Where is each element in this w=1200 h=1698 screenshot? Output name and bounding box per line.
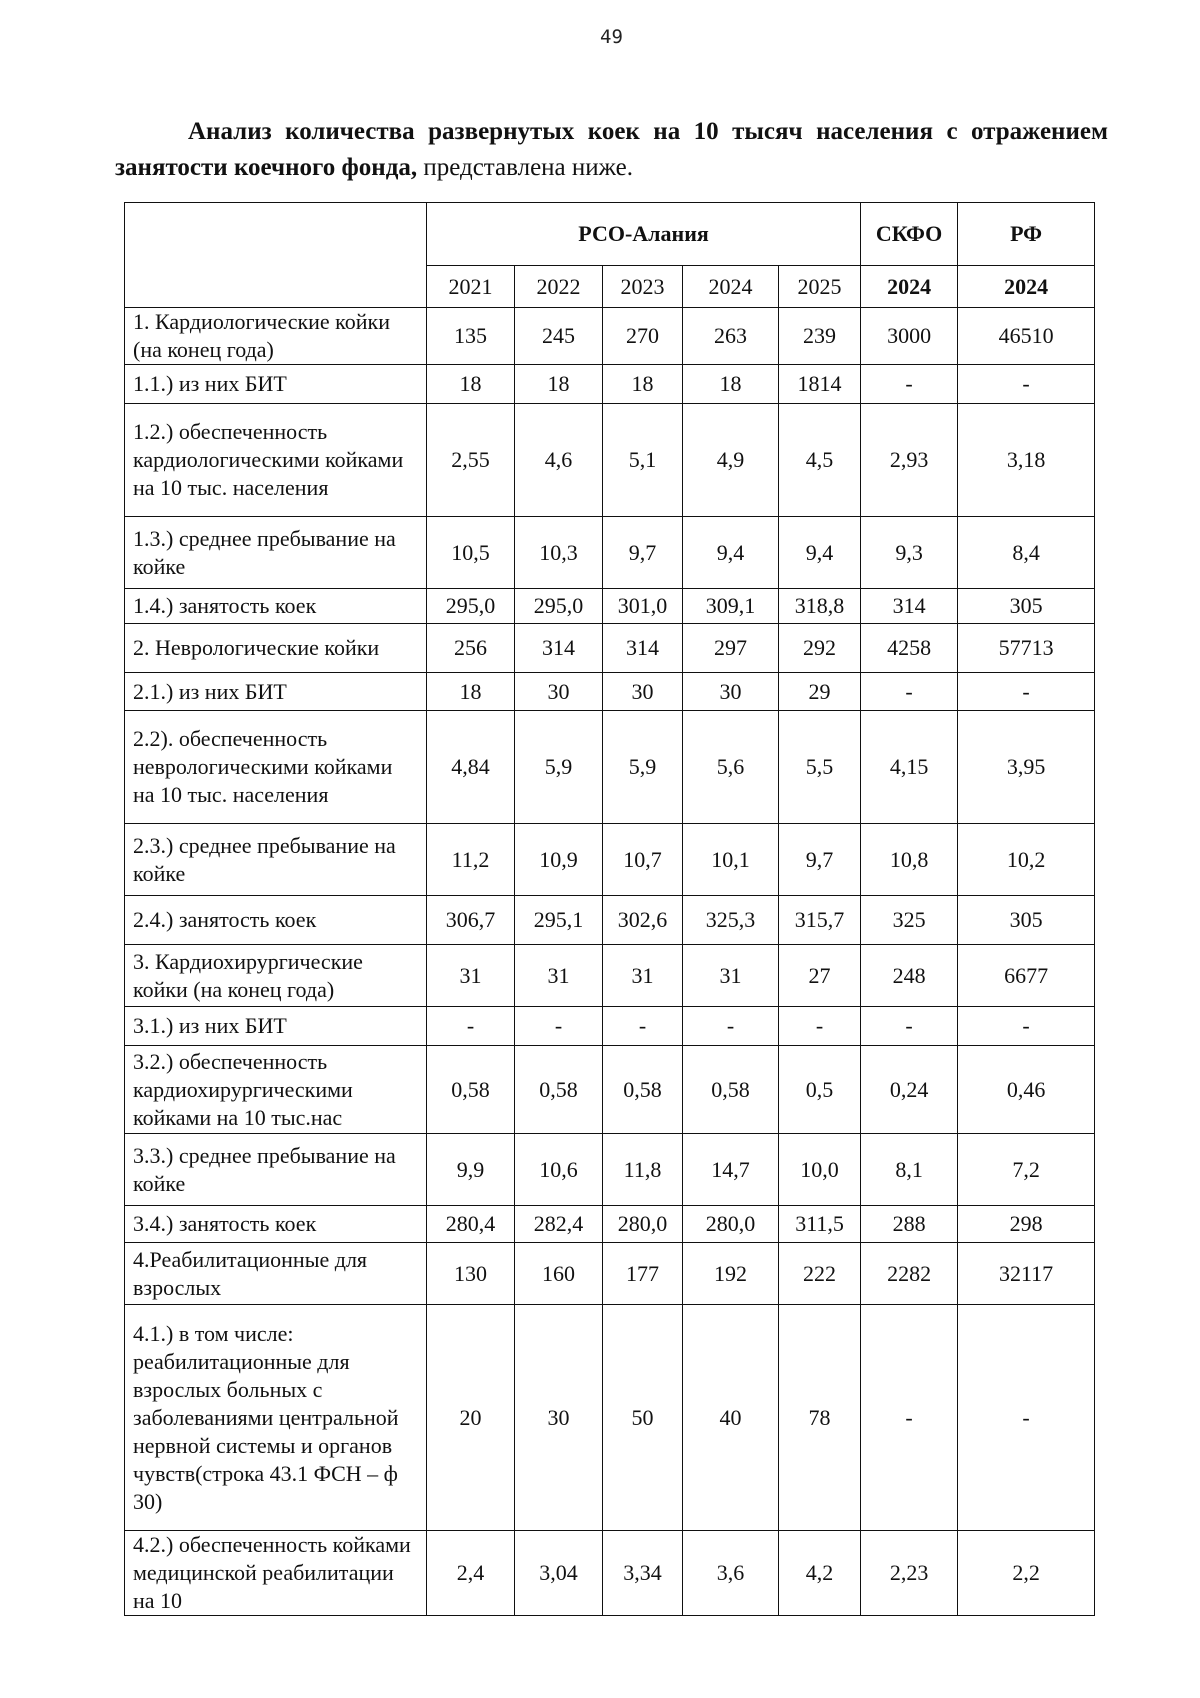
row-label: 3. Кардиохирургические койки (на конец года) — [125, 945, 427, 1007]
value-cell: 245 — [515, 308, 603, 365]
value-cell: 7,2 — [958, 1134, 1095, 1206]
value-cell: 5,9 — [603, 711, 683, 824]
row-label: 4.Реабилитационные для взрослых — [125, 1243, 427, 1305]
row-label: 2.3.) среднее пребывание на койке — [125, 824, 427, 896]
value-cell: - — [861, 673, 958, 711]
value-cell: - — [861, 1007, 958, 1046]
value-cell: 270 — [603, 308, 683, 365]
table-row — [125, 673, 1095, 711]
value-cell: 40 — [683, 1305, 779, 1531]
value-cell: 0,58 — [683, 1046, 779, 1134]
value-cell: - — [515, 1007, 603, 1046]
value-cell: - — [958, 365, 1095, 404]
row-label: 3.4.) занятость коек — [125, 1206, 427, 1243]
value-cell: 10,3 — [515, 517, 603, 589]
value-cell: 3,18 — [958, 404, 1095, 517]
value-cell: 305 — [958, 896, 1095, 945]
value-cell: 263 — [683, 308, 779, 365]
value-cell: 57713 — [958, 624, 1095, 673]
row-label: 2. Неврологические койки — [125, 624, 427, 673]
row-label: 2.4.) занятость коек — [125, 896, 427, 945]
row-label: 1.1.) из них БИТ — [125, 365, 427, 404]
table-row — [125, 1007, 1095, 1046]
value-cell: 4,9 — [683, 404, 779, 517]
table-row — [125, 365, 1095, 404]
value-cell: 6677 — [958, 945, 1095, 1007]
year-cell-skfo: 2024 — [861, 266, 958, 308]
row-label: 2.2). обеспеченность неврологическими койками на 10 тыс. населения — [125, 711, 427, 824]
table-row — [125, 1206, 1095, 1243]
value-cell: 10,9 — [515, 824, 603, 896]
year-cell-rf: 2024 — [958, 266, 1095, 308]
value-cell: 0,46 — [958, 1046, 1095, 1134]
value-cell: 177 — [603, 1243, 683, 1305]
value-cell: 30 — [603, 673, 683, 711]
value-cell: 314 — [603, 624, 683, 673]
value-cell: 10,6 — [515, 1134, 603, 1206]
value-cell: 3000 — [861, 308, 958, 365]
value-cell: 130 — [427, 1243, 515, 1305]
value-cell: 30 — [683, 673, 779, 711]
value-cell: 314 — [515, 624, 603, 673]
value-cell: 0,24 — [861, 1046, 958, 1134]
value-cell: 282,4 — [515, 1206, 603, 1243]
value-cell: 292 — [779, 624, 861, 673]
value-cell: 14,7 — [683, 1134, 779, 1206]
value-cell: 256 — [427, 624, 515, 673]
value-cell: 10,1 — [683, 824, 779, 896]
value-cell: 31 — [427, 945, 515, 1007]
value-cell: 239 — [779, 308, 861, 365]
value-cell: 31 — [603, 945, 683, 1007]
value-cell: 3,95 — [958, 711, 1095, 824]
corner-cell — [125, 203, 427, 308]
value-cell: 18 — [515, 365, 603, 404]
value-cell: 325,3 — [683, 896, 779, 945]
table-row — [125, 1243, 1095, 1305]
table-row — [125, 1305, 1095, 1531]
value-cell: 32117 — [958, 1243, 1095, 1305]
value-cell: 9,7 — [603, 517, 683, 589]
row-label: 1.4.) занятость коек — [125, 589, 427, 624]
value-cell: 4,2 — [779, 1531, 861, 1616]
value-cell: 18 — [427, 673, 515, 711]
value-cell: 325 — [861, 896, 958, 945]
table-row — [125, 404, 1095, 517]
table-row — [125, 517, 1095, 589]
row-label: 1. Кардиологические койки (на конец года) — [125, 308, 427, 365]
header-rso: РСО-Алания — [427, 203, 861, 266]
value-cell: 298 — [958, 1206, 1095, 1243]
value-cell: 78 — [779, 1305, 861, 1531]
value-cell: 10,8 — [861, 824, 958, 896]
row-label: 1.3.) среднее пребывание на койке — [125, 517, 427, 589]
value-cell: 0,58 — [427, 1046, 515, 1134]
value-cell: - — [427, 1007, 515, 1046]
value-cell: - — [779, 1007, 861, 1046]
value-cell: 280,4 — [427, 1206, 515, 1243]
value-cell: 309,1 — [683, 589, 779, 624]
value-cell: 0,5 — [779, 1046, 861, 1134]
value-cell: 9,3 — [861, 517, 958, 589]
value-cell: 4,84 — [427, 711, 515, 824]
value-cell: 280,0 — [603, 1206, 683, 1243]
value-cell: - — [958, 673, 1095, 711]
value-cell: 9,9 — [427, 1134, 515, 1206]
value-cell: 222 — [779, 1243, 861, 1305]
value-cell: 318,8 — [779, 589, 861, 624]
value-cell: 30 — [515, 1305, 603, 1531]
value-cell: 297 — [683, 624, 779, 673]
value-cell: - — [861, 1305, 958, 1531]
table-row — [125, 945, 1095, 1007]
value-cell: 20 — [427, 1305, 515, 1531]
value-cell: 5,6 — [683, 711, 779, 824]
value-cell: 11,2 — [427, 824, 515, 896]
year-cell: 2024 — [683, 266, 779, 308]
group-header-row — [125, 203, 1095, 266]
row-label: 3.3.) среднее пребывание на койке — [125, 1134, 427, 1206]
value-cell: 2282 — [861, 1243, 958, 1305]
table-row — [125, 1046, 1095, 1134]
value-cell: 1814 — [779, 365, 861, 404]
value-cell: 301,0 — [603, 589, 683, 624]
value-cell: 192 — [683, 1243, 779, 1305]
value-cell: 8,1 — [861, 1134, 958, 1206]
value-cell: 2,55 — [427, 404, 515, 517]
value-cell: 305 — [958, 589, 1095, 624]
header-rf: РФ — [958, 203, 1095, 266]
value-cell: 4258 — [861, 624, 958, 673]
value-cell: 18 — [427, 365, 515, 404]
value-cell: 135 — [427, 308, 515, 365]
value-cell: 306,7 — [427, 896, 515, 945]
value-cell: 10,7 — [603, 824, 683, 896]
year-cell: 2023 — [603, 266, 683, 308]
intro-paragraph — [115, 114, 1108, 186]
value-cell: 160 — [515, 1243, 603, 1305]
value-cell: - — [861, 365, 958, 404]
value-cell: 29 — [779, 673, 861, 711]
table-row — [125, 589, 1095, 624]
value-cell: 27 — [779, 945, 861, 1007]
value-cell: 8,4 — [958, 517, 1095, 589]
table-row — [125, 896, 1095, 945]
value-cell: 2,23 — [861, 1531, 958, 1616]
row-label: 3.2.) обеспеченность кардиохирургическими койками на 10 тыс.нас — [125, 1046, 427, 1134]
value-cell: 30 — [515, 673, 603, 711]
value-cell: - — [603, 1007, 683, 1046]
year-cell: 2021 — [427, 266, 515, 308]
row-label: 4.2.) обеспеченность койками медицинской реабилитации на 10 — [125, 1531, 427, 1616]
value-cell: 5,1 — [603, 404, 683, 517]
value-cell: 46510 — [958, 308, 1095, 365]
value-cell: 9,7 — [779, 824, 861, 896]
value-cell: 3,04 — [515, 1531, 603, 1616]
value-cell: 3,6 — [683, 1531, 779, 1616]
value-cell: 9,4 — [779, 517, 861, 589]
value-cell: 2,93 — [861, 404, 958, 517]
value-cell: 311,5 — [779, 1206, 861, 1243]
value-cell: 295,1 — [515, 896, 603, 945]
value-cell: 0,58 — [515, 1046, 603, 1134]
value-cell: - — [958, 1305, 1095, 1531]
value-cell: 5,9 — [515, 711, 603, 824]
value-cell: 315,7 — [779, 896, 861, 945]
table-body — [125, 308, 1095, 1616]
row-label: 2.1.) из них БИТ — [125, 673, 427, 711]
value-cell: 4,15 — [861, 711, 958, 824]
value-cell: - — [683, 1007, 779, 1046]
value-cell: 2,4 — [427, 1531, 515, 1616]
value-cell: 248 — [861, 945, 958, 1007]
beds-table — [124, 202, 1095, 1616]
value-cell: 302,6 — [603, 896, 683, 945]
value-cell: 295,0 — [515, 589, 603, 624]
value-cell: 31 — [515, 945, 603, 1007]
value-cell: 18 — [683, 365, 779, 404]
value-cell: 50 — [603, 1305, 683, 1531]
value-cell: 4,6 — [515, 404, 603, 517]
header-skfo: СКФО — [861, 203, 958, 266]
intro-bold-text: Анализ количества развернутых коек на 10 тысяч населения с отражением занятости коечного фонда, — [115, 118, 1108, 181]
table-row — [125, 711, 1095, 824]
value-cell: 31 — [683, 945, 779, 1007]
value-cell: 10,2 — [958, 824, 1095, 896]
row-label: 1.2.) обеспеченность кардиологическими койками на 10 тыс. населения — [125, 404, 427, 517]
table-row — [125, 824, 1095, 896]
row-label: 4.1.) в том числе: реабилитационные для взрослых больных с заболеваниями центральной нервной системы и органов чувств(строка 43.1 ФСН – ф 30) — [125, 1305, 427, 1531]
value-cell: 10,5 — [427, 517, 515, 589]
table-row — [125, 1134, 1095, 1206]
value-cell: 11,8 — [603, 1134, 683, 1206]
value-cell: 18 — [603, 365, 683, 404]
value-cell: 288 — [861, 1206, 958, 1243]
value-cell: 9,4 — [683, 517, 779, 589]
table-row — [125, 624, 1095, 673]
intro-normal-text: представлена ниже. — [417, 154, 633, 181]
value-cell: 10,0 — [779, 1134, 861, 1206]
page-number: 49 — [600, 26, 623, 48]
value-cell: 2,2 — [958, 1531, 1095, 1616]
table-row — [125, 308, 1095, 365]
row-label: 3.1.) из них БИТ — [125, 1007, 427, 1046]
year-cell: 2025 — [779, 266, 861, 308]
value-cell: - — [958, 1007, 1095, 1046]
table-row — [125, 1531, 1095, 1616]
value-cell: 295,0 — [427, 589, 515, 624]
value-cell: 3,34 — [603, 1531, 683, 1616]
value-cell: 4,5 — [779, 404, 861, 517]
year-cell: 2022 — [515, 266, 603, 308]
value-cell: 280,0 — [683, 1206, 779, 1243]
value-cell: 5,5 — [779, 711, 861, 824]
value-cell: 314 — [861, 589, 958, 624]
value-cell: 0,58 — [603, 1046, 683, 1134]
